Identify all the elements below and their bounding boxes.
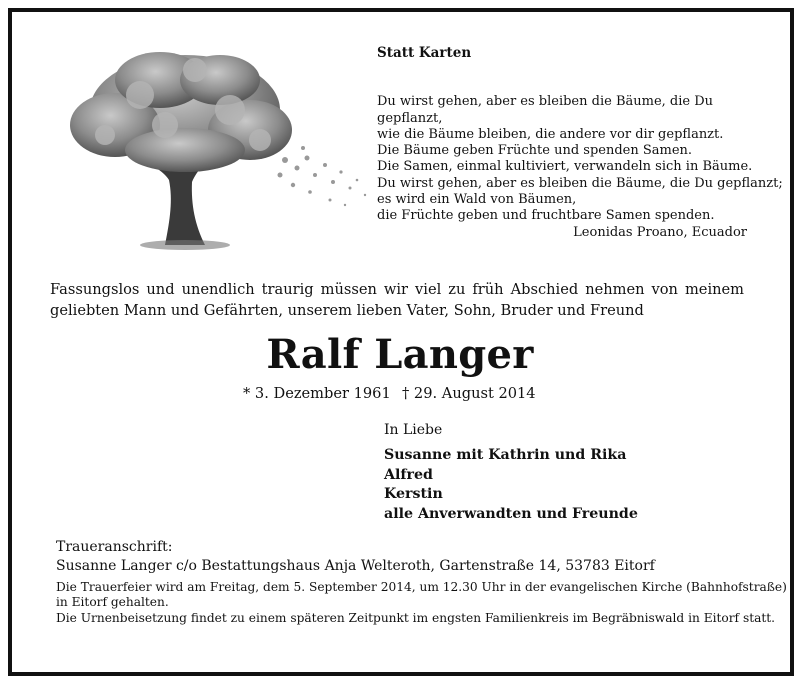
poem-heading: Statt Karten [377, 45, 472, 61]
poem-line: die Früchte geben und fruchtbare Samen spenden. [377, 208, 715, 224]
notes-line: Die Trauerfeier wird am Freitag, dem 5. September 2014, um 12.30 Uhr in der evangelischen Kirche (Bahnhofstraße) [56, 580, 787, 594]
mourner-name: Kerstin [384, 486, 443, 502]
mourner-name: Alfred [384, 466, 433, 483]
deceased-name: Ralf Langer [266, 331, 534, 378]
address-value: Susanne Langer c/o Bestattungshaus Anja Welteroth, Gartenstraße 14, 53783 Eitorf [56, 557, 655, 574]
notes-line: Die Urnenbeisetzung findet zu einem späteren Zeitpunkt im engsten Familienkreis im Begräbniswald in Eitorf statt. [56, 610, 776, 625]
mourner-name: alle Anverwandten und Freunde [384, 505, 638, 522]
poem-line: es wird ein Wald von Bäumen, [377, 192, 577, 208]
notes-line: in Eitorf gehalten. [56, 595, 169, 610]
mourner-name: Susanne mit Kathrin und Rika [384, 447, 627, 463]
birth-date: * 3. Dezember 1961 [243, 385, 391, 402]
poem-author: Leonidas Proano, Ecuador [573, 224, 747, 240]
poem-line: gepflanzt, [377, 110, 443, 126]
mourners-intro: In Liebe [384, 422, 443, 438]
address-label: Traueranschrift: [56, 539, 173, 555]
poem-line: Die Samen, einmal kultiviert, verwandeln sich in Bäume. [377, 159, 753, 175]
poem-line: Du wirst gehen, aber es bleiben die Bäume, die Du gepflanzt; [377, 175, 783, 191]
poem-line: wie die Bäume bleiben, die andere vor dir gepflanzt. [377, 126, 724, 142]
ceremony-notes [56, 580, 787, 626]
death-date: † 29. August 2014 [402, 385, 536, 402]
poem-line: Die Bäume geben Früchte und spenden Samen. [377, 143, 693, 159]
mourners-list [384, 446, 638, 524]
address-block [56, 538, 655, 575]
intro-text: Fassungslos und unendlich traurig müssen wir viel zu früh Abschied nehmen von meinem geliebten Mann und Gefährten, unserem lieben Vater, Sohn, Bruder und Freund [50, 281, 744, 319]
tree-illustration [45, 40, 375, 250]
poem [377, 45, 783, 241]
poem-line: Du wirst gehen, aber es bleiben die Bäume, die Du [377, 94, 714, 110]
